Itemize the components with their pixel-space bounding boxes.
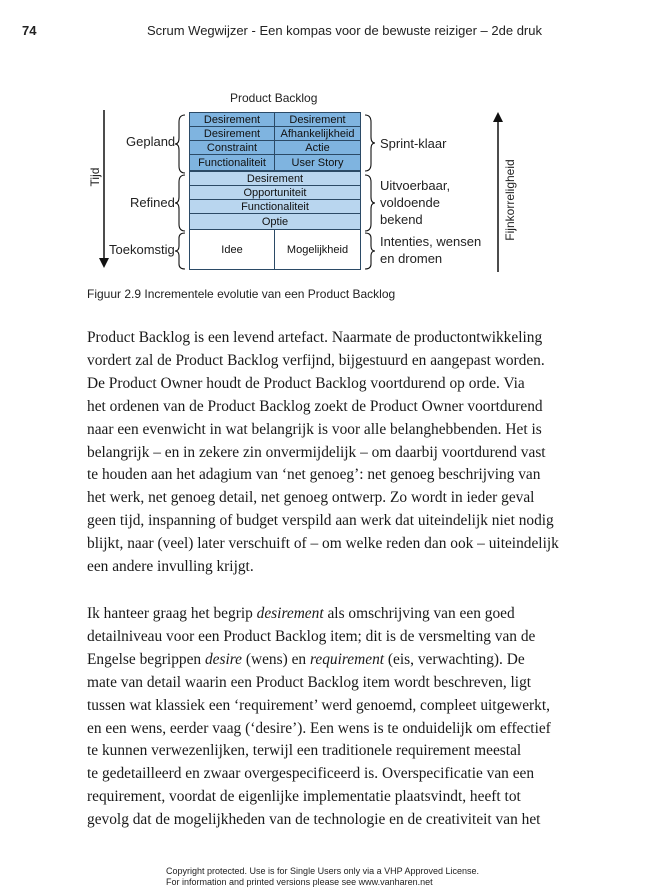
paragraph-2 (87, 603, 577, 832)
left-brace-toekomstig (175, 232, 187, 270)
right-brace-intenties (364, 232, 376, 270)
text-line: het ordenen van de Product Backlog zoekt de Product Owner voortdurend (87, 397, 543, 415)
text-line: een andere invulling krijgt. (87, 558, 254, 576)
text-run: (eis, verwachting). De (384, 650, 525, 668)
group-label-gepland: Gepland (126, 134, 176, 149)
backlog-cell: Desirement (274, 112, 361, 127)
text-line: Product Backlog is een levend artefact. Naarmate de productontwikkeling (87, 329, 543, 346)
text-line: te gedetailleerd en zwaar overgespecificeerd is. Overspecificatie van een (87, 765, 535, 783)
fine-grain-axis-label: Fijnkorreligheid (503, 159, 517, 241)
label-intenties (380, 233, 481, 267)
text-line: vordert zal de Product Backlog verfijnd, bijgestuurd en aangepast worden. (87, 351, 545, 369)
backlog-cell: Constraint (189, 140, 275, 155)
footer-line: Copyright protected. Use is for Single Users only via a VHP Approved License. (166, 866, 479, 876)
group-label-toekomstig: Toekomstig (109, 242, 175, 257)
backlog-cell: Actie (274, 140, 361, 155)
label-line: voldoende (380, 195, 440, 210)
text-run: Engelse begrippen (87, 650, 205, 668)
backlog-cell: Functionaliteit (189, 154, 275, 171)
backlog-cell: User Story (274, 154, 361, 171)
backlog-cell: Functionaliteit (189, 199, 361, 214)
text-run: Ik hanteer graag het begrip (87, 605, 257, 622)
product-backlog-figure (0, 80, 650, 280)
running-title: Scrum Wegwijzer - Een kompas voor de bewuste reiziger – 2de druk (147, 23, 542, 38)
right-brace-sprint (364, 114, 376, 172)
label-line: bekend (380, 212, 423, 227)
text-line: het werk, net genoeg detail, net genoeg ontwerp. Zo wordt in ieder geval (87, 489, 535, 507)
group-label-refined: Refined (130, 195, 175, 210)
text-line: blijkt, naar (veel) later verschuift of – om welke reden dan ook – uiteindelijk (87, 535, 559, 553)
italic-term: desirement (256, 605, 324, 622)
label-line: en dromen (380, 251, 443, 266)
label-sprint-klaar: Sprint-klaar (380, 136, 447, 151)
backlog-cell: Desirement (189, 171, 361, 186)
text-line: en een wens, eerder vaag (‘desire’). Een wens is te onduidelijk om effectief (87, 719, 551, 737)
backlog-cell: Desirement (189, 112, 275, 127)
text-line: detailniveau voor een Product Backlog item; dit is de versmelting van de (87, 627, 536, 645)
figure-title: Product Backlog (230, 91, 318, 105)
text-line: mate van detail waarin een Product Backlog item wordt beschreven, ligt (87, 673, 532, 691)
text-line: te houden aan het adagium van ‘net genoeg’: net genoeg beschrijving van (87, 466, 541, 484)
time-axis-label: Tijd (88, 167, 102, 187)
italic-term: requirement (309, 650, 385, 668)
italic-term: desire (204, 650, 243, 668)
text-run: als omschrijving van een goed (323, 605, 515, 622)
paragraph-1 (87, 327, 577, 579)
backlog-cell: Optie (189, 213, 361, 230)
left-brace-refined (175, 174, 187, 232)
backlog-cell: Desirement (189, 126, 275, 141)
text-line: De Product Owner houdt de Product Backlog voortdurend op orde. Via (87, 374, 525, 392)
text-line: tussen wat klassiek een ‘requirement’ werd genoemd, compleet uitgewerkt, (87, 696, 550, 714)
figure-caption: Figuur 2.9 Incrementele evolutie van een Product Backlog (87, 287, 396, 301)
backlog-cell: Afhankelijkheid (274, 126, 361, 141)
backlog-cell: Mogelijkheid (274, 229, 361, 270)
page-number: 74 (22, 23, 37, 38)
text-line: geen tijd, inspanning of budget verspild aan werk dat uiteindelijk niet nodig (87, 512, 554, 530)
text-line: requirement, voordat de eigenlijke implementatie plaatsvindt, heeft tot (87, 788, 521, 806)
backlog-cell: Idee (189, 229, 275, 270)
text-line: te kunnen verwezenlijken, terwijl een traditionele requirement meestal (87, 742, 522, 760)
text-line: gevolg dat de mogelijkheden van de technologie en de creativiteit van het (87, 811, 541, 829)
copyright-footer (166, 866, 479, 888)
page-header (0, 23, 650, 43)
text-line: naar een evenwicht in wat belangrijk is voor alle belanghebbenden. Het is (87, 420, 542, 438)
text-run: (wens) en (242, 650, 310, 668)
backlog-cell: Opportuniteit (189, 185, 361, 200)
label-uitvoerbaar (380, 177, 450, 228)
text-line (87, 649, 577, 672)
footer-line: For information and printed versions please see www.vanharen.net (166, 877, 433, 887)
label-line: Uitvoerbaar, (380, 178, 451, 193)
label-line: Intenties, wensen (380, 234, 482, 249)
right-brace-uitvoer (364, 174, 376, 232)
left-brace-gepland (175, 114, 187, 174)
text-line: belangrijk – en in zekere zin onvermijdelijk – om daarbij voortdurend vast (87, 443, 546, 461)
text-line (87, 603, 577, 626)
